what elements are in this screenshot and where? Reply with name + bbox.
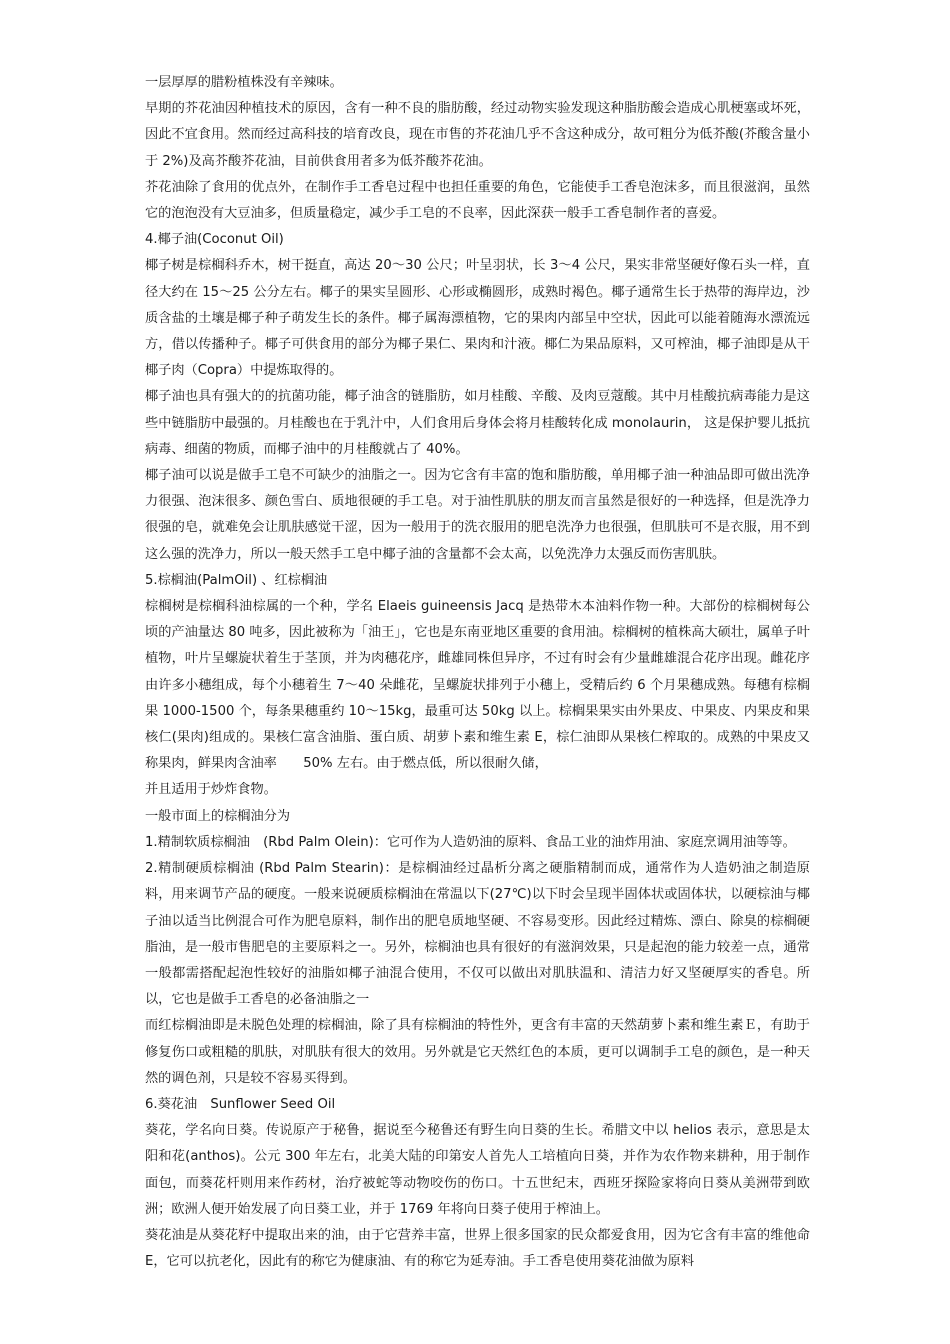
paragraph-red-palm-oil: 而红棕榈油即是未脱色处理的棕榈油，除了具有棕榈油的特性外，更含有丰富的天然葫萝卜素和维生素Ｅ，有助于修复伤口或粗糙的肌肤，对肌肤有很大的效用。另外就是它天然红色的本质，更可以调制手工皂的颜色，是一种天然的调色剂，只是较不容易买得到。 bbox=[145, 1018, 810, 1086]
paragraph-coconut-soap: 椰子油可以说是做手工皂不可缺少的油脂之一。因为它含有丰富的饱和脂肪酸，单用椰子油一种油品即可做出洗净力很强、泡沫很多、颜色雪白、质地很硬的手工皂。对于油性肌肤的朋友而言虽然是很好的一种选择，但是洗净力很强的皂，就难免会让肌肤感觉干涩，因为一般用于的洗衣服用的肥皂洗净力也很强，但肌肤可不是衣服，用不到这么强的洗净力，所以一般天然手工皂中椰子油的含量都不会太高，以免洗净力太强反而伤害肌肤。 bbox=[145, 468, 810, 562]
paragraph-sunflower-oil: 葵花油是从葵花籽中提取出来的油，由于它营养丰富，世界上很多国家的民众都爱食用，因为它含有丰富的维他命 E，它可以抗老化，因此有的称它为健康油、有的称它为延寿油。手工香皂使用葵花油做为原料 bbox=[145, 1227, 810, 1270]
paragraph-canola-history: 早期的芥花油因种植技术的原因，含有一种不良的脂肪酸，经过动物实验发现这种脂肪酸会造成心肌梗塞或坏死，因此不宜食用。然而经过高科技的培育改良，现在市售的芥花油几乎不含这种成分，故可粗分为低芥酸(芥酸含量小于 2%)及高芥酸芥花油，目前供食用者多为低芥酸芥花油。 bbox=[145, 101, 810, 169]
paragraph-palm-types-intro: 一般市面上的棕榈油分为 bbox=[145, 808, 291, 824]
paragraph-coconut-tree: 椰子树是棕榈科乔木，树干挺直，高达 20～30 公尺；叶呈羽状，长 3～4 公尺，果实非常坚硬好像石头一样，直径大约在 15～25 公分左右。椰子的果实呈圆形、心形或椭圆形，成熟时褐色。椰子通常生长于热带的海岸边，沙质含盐的土壤是椰子种子萌发生长的条件。椰子属海漂植物，它的果肉内部呈中空状，因此可以能着随海水漂流远方，借以传播种子。椰子可供食用的部分为椰子果仁、果肉和汁液。椰仁为果品原料，又可榨油，椰子油即是从干椰子肉（Copra）中提炼取得的。 bbox=[145, 258, 810, 379]
heading-sunflower-oil: 6.葵花油 Sunflower Seed Oil bbox=[145, 1096, 336, 1112]
paragraph-sunflower-history: 葵花，学名向日葵。传说原产于秘鲁，据说至今秘鲁还有野生向日葵的生长。希腊文中以 helios 表示，意思是太阳和花(anthos)。公元 300 年左右，北美大陆的印第安人首先人工培植向日葵，并作为农作物来耕种，用于制作面包，而葵花杆则用来作药材，治疗被蛇等动物咬伤的伤口。十五世纪末，西班牙探险家将向日葵从美洲带到欧洲；欧洲人便开始发展了向日葵工业，并于 1769 年将向日葵子使用于榨油上。 bbox=[145, 1123, 810, 1217]
paragraph-canola-soap: 芥花油除了食用的优点外，在制作手工香皂过程中也担任重要的角色，它能使手工香皂泡沫多，而且很滋润，虽然它的泡泡没有大豆油多，但质量稳定，减少手工皂的不良率，因此深获一般手工香皂制作者的喜爱。 bbox=[145, 179, 810, 222]
paragraph-coconut-antibacterial: 椰子油也具有强大的的抗菌功能，椰子油含的链脂肪，如月桂酸、辛酸、及肉豆蔻酸。其中月桂酸抗病毒能力是这些中链脂肪中最强的。月桂酸也在于乳汁中，人们食用后身体会将月桂酸转化成 monolaurin， 这是保护婴儿抵抗病毒、细菌的物质，而椰子油中的月桂酸就占了 40%。 bbox=[145, 389, 810, 457]
paragraph-palm-tree: 棕榈树是棕榈科油棕属的一个种，学名 Elaeis guineensis Jacq 是热带木本油料作物一种。大部份的棕榈树每公顷的产油量达 80 吨多，因此被称为「油王」，它也是东南亚地区重要的食用油。棕榈树的植株高大硕壮，属单子叶植物，叶片呈螺旋状着生于茎顶，并为肉穗花序，雌雄同株但异序，不过有时会有少量雌雄混合花序出现。雌花序由许多小穗组成，每个小穗着生 7～40 朵雌花，呈螺旋状排列于小穗上，受精后约 6 个月果穗成熟。每穗有棕榈果 1000-1500 个，每条果穗重约 10～15kg，最重可达 50kg 以上。棕榈果果实由外果皮、中果皮、内果皮和果核仁(果肉)组成的。果核仁富含油脂、蛋白质、胡萝卜素和维生素 E，棕仁油即从果核仁榨取的。成熟的中果皮又称果肉，鲜果肉含油率 50% 左右。由于燃点低，所以很耐久储， bbox=[145, 599, 810, 772]
paragraph-palm-stearin: 2.精制硬质棕榈油 (Rbd Palm Stearin)：是棕榈油经过晶析分离之硬脂精制而成，通常作为人造奶油之制造原料，用来调节产品的硬度。一般来说硬质棕榈油在常温以下(27℃)以下时会呈现半固体状或固体状，以硬棕油与椰子油以适当比例混合可作为肥皂原料，制作出的肥皂质地坚硬、不容易变形。因此经过精炼、漂白、除臭的棕榈硬脂油，是一般市售肥皂的主要原料之一。另外，棕榈油也具有很好的有滋润效果，只是起泡的能力较差一点，通常一般都需搭配起泡性较好的油脂如椰子油混合使用，不仅可以做出对肌肤温和、清洁力好又坚硬厚实的香皂。所以，它也是做手工香皂的必备油脂之一 bbox=[145, 861, 810, 1008]
heading-palm-oil: 5.棕榈油(PalmOil) 、红棕榈油 bbox=[145, 572, 328, 588]
paragraph-canola-intro-tail: 一层厚厚的腊粉植株没有辛辣味。 bbox=[145, 75, 343, 90]
heading-coconut-oil: 4.椰子油(Coconut Oil) bbox=[145, 232, 284, 248]
paragraph-palm-olein: 1.精制软质棕榈油 (Rbd Palm Olein)：它可作为人造奶油的原料、食品工业的油炸用油、家庭烹调用油等等。 bbox=[145, 834, 796, 850]
paragraph-palm-frying: 并且适用于炒炸食物。 bbox=[145, 782, 277, 798]
document-body bbox=[145, 70, 810, 1275]
